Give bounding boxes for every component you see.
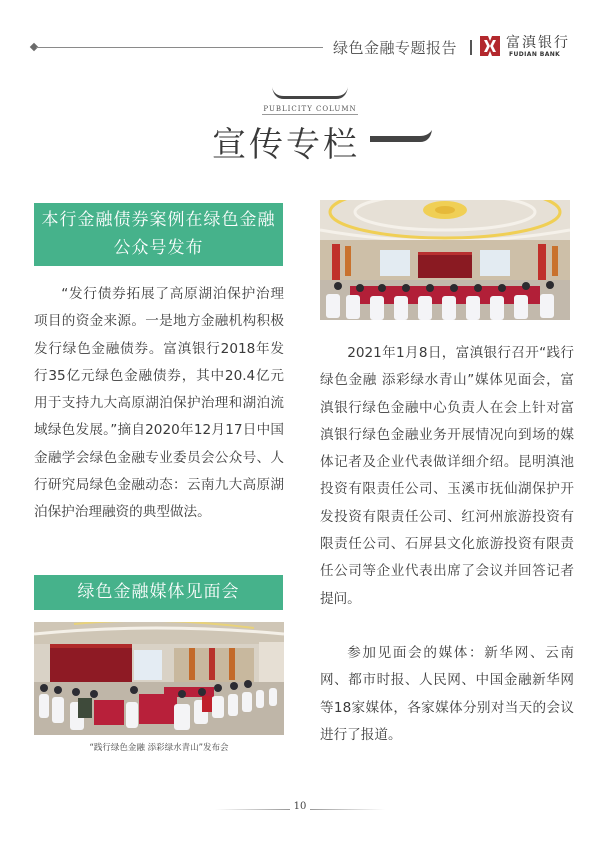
column-title: 宣传专栏 [212, 125, 360, 165]
heading-line-2: 公众号发布 [113, 238, 204, 258]
column-title-english: PUBLICITY COLUMN [263, 105, 357, 113]
section-heading-media-meeting: 绿色金融媒体见面会 [34, 575, 283, 610]
fudian-bank-logo-icon [479, 34, 501, 58]
logo-chinese-name: 富滇银行 [506, 35, 570, 51]
bond-case-body: “发行债券拓展了高原湖泊保护治理项目的资金来源。一是地方金融机构积极发行绿色金融债券。富滇银行2018年发行35亿元绿色金融债券，其中20.4亿元用于支持九大高原湖泊保护治理和湖泊流域绿色发展。”摘自2020年12月17日中国金融学会绿色金融专业委员会公众号、人行研究局绿色金融动态：云南九大高原湖泊保护治理融资的典型做法。 [34, 286, 284, 521]
report-title: 绿色金融专题报告 [333, 39, 458, 57]
title-arc-ornament [270, 87, 350, 99]
footer-rule-left [215, 809, 290, 810]
conference-hall-photo [320, 200, 570, 320]
header-rule [36, 47, 323, 48]
header-separator [470, 40, 472, 55]
photo-caption: “践行绿色金融 添彩绿水青山”发布会 [89, 743, 229, 753]
media-meeting-photo [34, 622, 284, 735]
section-heading-bond-case [34, 203, 283, 266]
page-number: 10 [293, 801, 307, 812]
logo-english-name: FUDIAN BANK [509, 51, 561, 58]
title-dash-ornament [370, 130, 432, 144]
media-meeting-paragraph-2: 参加见面会的媒体：新华网、云南网、都市时报、人民网、中国金融新华网等18家媒体，各家媒体分别对当天的会议进行了报道。 [320, 645, 574, 743]
media-meeting-paragraph-1: 2021年1月8日，富滇银行召开“践行绿色金融 添彩绿水青山”媒体见面会，富滇银行绿色金融中心负责人在会上针对富滇银行绿色金融业务开展情况向到场的媒体记者及企业代表做详细介绍。昆明滇池投资有限责任公司、玉溪市抚仙湖保护开发投资有限责任公司、红河州旅游投资有限责任公司、石屏县文化旅游投资有限责任公司等企业代表出席了会议并回答记者提问。 [320, 345, 574, 607]
footer-rule-right [310, 809, 385, 810]
heading-line-1: 本行金融债券案例在绿色金融 [41, 210, 276, 230]
